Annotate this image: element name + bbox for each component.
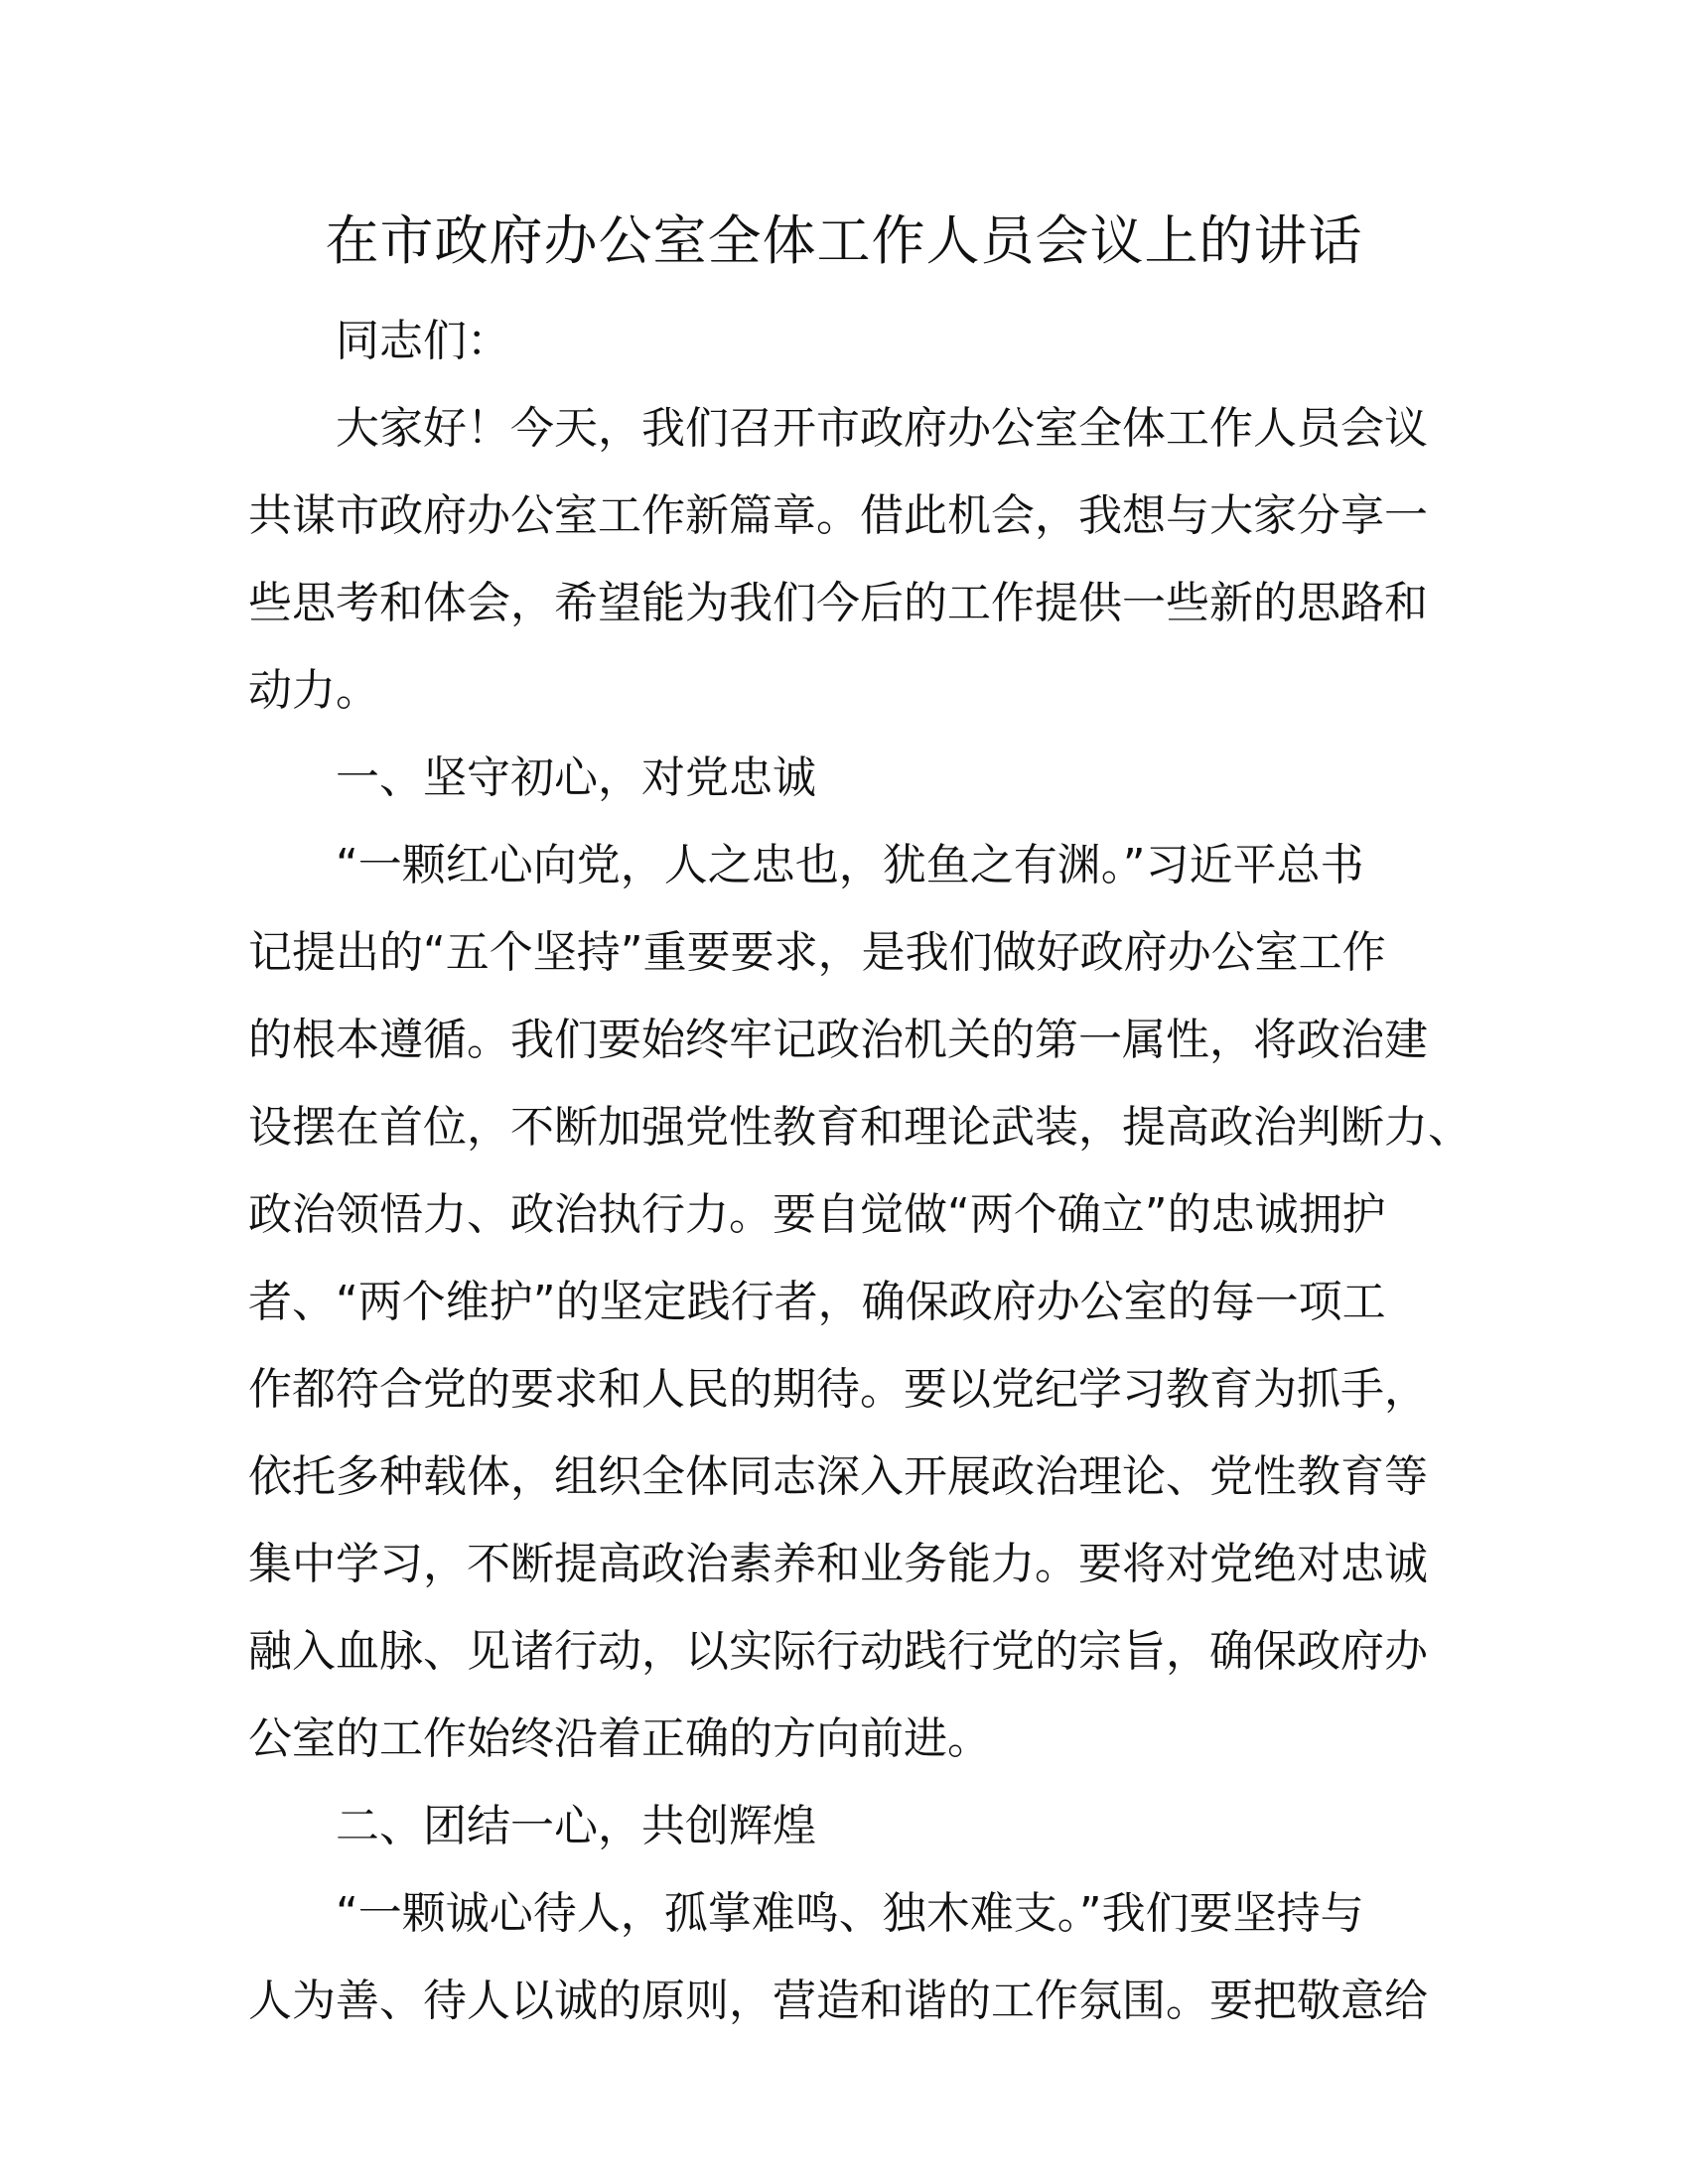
text-line: 集中学习，不断提高政治素养和业务能力。要将对党绝对忠诚 <box>248 1539 1428 1589</box>
text-line: 记提出的“五个坚持”重要要求，是我们做好政府办公室工作 <box>248 927 1386 978</box>
text-line: 些思考和体会，希望能为我们今后的工作提供一些新的思路和 <box>248 578 1428 628</box>
text-line: 大家好！今天，我们召开市政府办公室全体工作人员会议 <box>336 403 1428 454</box>
heading-section-2 <box>248 1783 1430 1870</box>
text-line: “一颗诚心待人，孤掌难鸣、独木难支。”我们要坚持与 <box>336 1888 1364 1939</box>
text-line: 人为善、待人以诚的原则，营造和谐的工作氛围。要把敬意给 <box>248 1976 1428 2026</box>
text-line: 政治领悟力、政治执行力。要自觉做“两个确立”的忠诚拥护 <box>248 1189 1386 1240</box>
paragraph-section-2 <box>248 1870 1430 2045</box>
salutation <box>248 298 1430 385</box>
document-body <box>248 298 1472 2045</box>
document-title: 在市政府办公室全体工作人员会议上的讲话 <box>325 209 1363 272</box>
text-line: 的根本遵循。我们要始终牢记政治机关的第一属性，将政治建 <box>248 1015 1428 1065</box>
text-line: 者、“两个维护”的坚定践行者，确保政府办公室的每一项工 <box>248 1277 1386 1327</box>
text-line: 公室的工作始终沿着正确的方向前进。 <box>248 1713 991 1764</box>
text-line: 同志们： <box>336 316 510 366</box>
text-line: 设摆在首位，不断加强党性教育和理论武装，提高政治判断力、 <box>248 1102 1472 1153</box>
heading-section-1 <box>248 735 1430 822</box>
text-line: 二、团结一心，共创辉煌 <box>336 1801 816 1851</box>
paragraph-intro <box>248 385 1430 735</box>
text-line: 动力。 <box>248 665 379 716</box>
text-line: 作都符合党的要求和人民的期待。要以党纪学习教育为抓手， <box>248 1364 1428 1415</box>
text-line: “一颗红心向党，人之忠也，犹鱼之有渊。”习近平总书 <box>336 840 1364 890</box>
paragraph-section-1 <box>248 822 1472 1783</box>
text-line: 共谋市政府办公室工作新篇章。借此机会，我想与大家分享一 <box>248 490 1428 541</box>
text-line: 融入血脉、见诸行动，以实际行动践行党的宗旨，确保政府办 <box>248 1626 1428 1677</box>
text-line: 一、坚守初心，对党忠诚 <box>336 752 816 803</box>
text-line: 依托多种载体，组织全体同志深入开展政治理论、党性教育等 <box>248 1451 1428 1502</box>
